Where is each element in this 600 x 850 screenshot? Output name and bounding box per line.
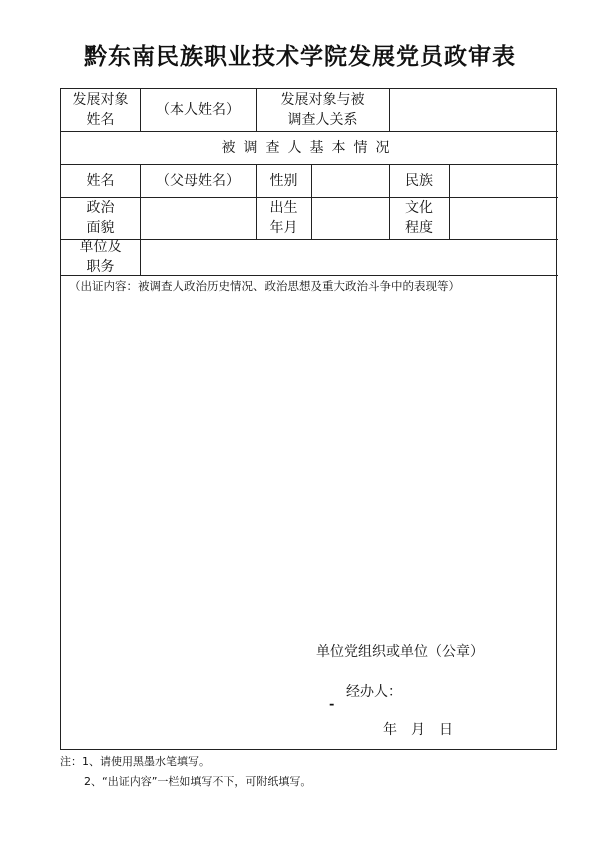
birth-date-field[interactable]: [311, 197, 389, 239]
dash-mark: -: [329, 697, 335, 712]
candidate-name-field[interactable]: （本人姓名）: [156, 102, 240, 118]
evidence-content-area[interactable]: [61, 275, 558, 751]
section-header: 被调查人基本情况: [221, 139, 398, 156]
label-birth-date: 出生 年月: [269, 200, 298, 236]
political-review-form: [60, 88, 557, 750]
education-field[interactable]: [449, 197, 558, 239]
seal-label: 单位党组织或单位（公章）: [316, 644, 484, 660]
label-ethnicity: 民族: [405, 172, 433, 189]
label-subject-name: 姓名: [86, 172, 115, 189]
label-unit-position: 单位及 职务: [79, 239, 122, 275]
relationship-field[interactable]: [389, 89, 558, 131]
unit-position-field[interactable]: [140, 239, 558, 275]
label-education: 文化 程度: [405, 200, 433, 236]
handler-label: 经办人：: [346, 684, 402, 700]
page-title: 黔东南民族职业技术学院发展党员政审表: [84, 43, 516, 70]
label-candidate-name: 发展对象 姓名: [72, 92, 129, 128]
note-2: 2、“出证内容”一栏如填写不下，可附纸填写。: [84, 775, 312, 788]
evidence-instruction: （出证内容：被调查人政治历史情况、政治思想及重大政治斗争中的表现等）: [69, 279, 460, 293]
subject-name-field[interactable]: （父母姓名）: [156, 172, 240, 189]
note-1: 注：1、请使用黑墨水笔填写。: [60, 755, 210, 768]
date-label: 年 月 日: [383, 722, 453, 738]
footnotes: [60, 752, 311, 792]
gender-field[interactable]: [311, 164, 389, 197]
label-political-status: 政治 面貌: [86, 200, 115, 236]
political-status-field[interactable]: [140, 197, 256, 239]
label-relationship: 发展对象与被 调查人关系: [280, 92, 365, 128]
label-gender: 性别: [269, 172, 298, 189]
ethnicity-field[interactable]: [449, 164, 558, 197]
